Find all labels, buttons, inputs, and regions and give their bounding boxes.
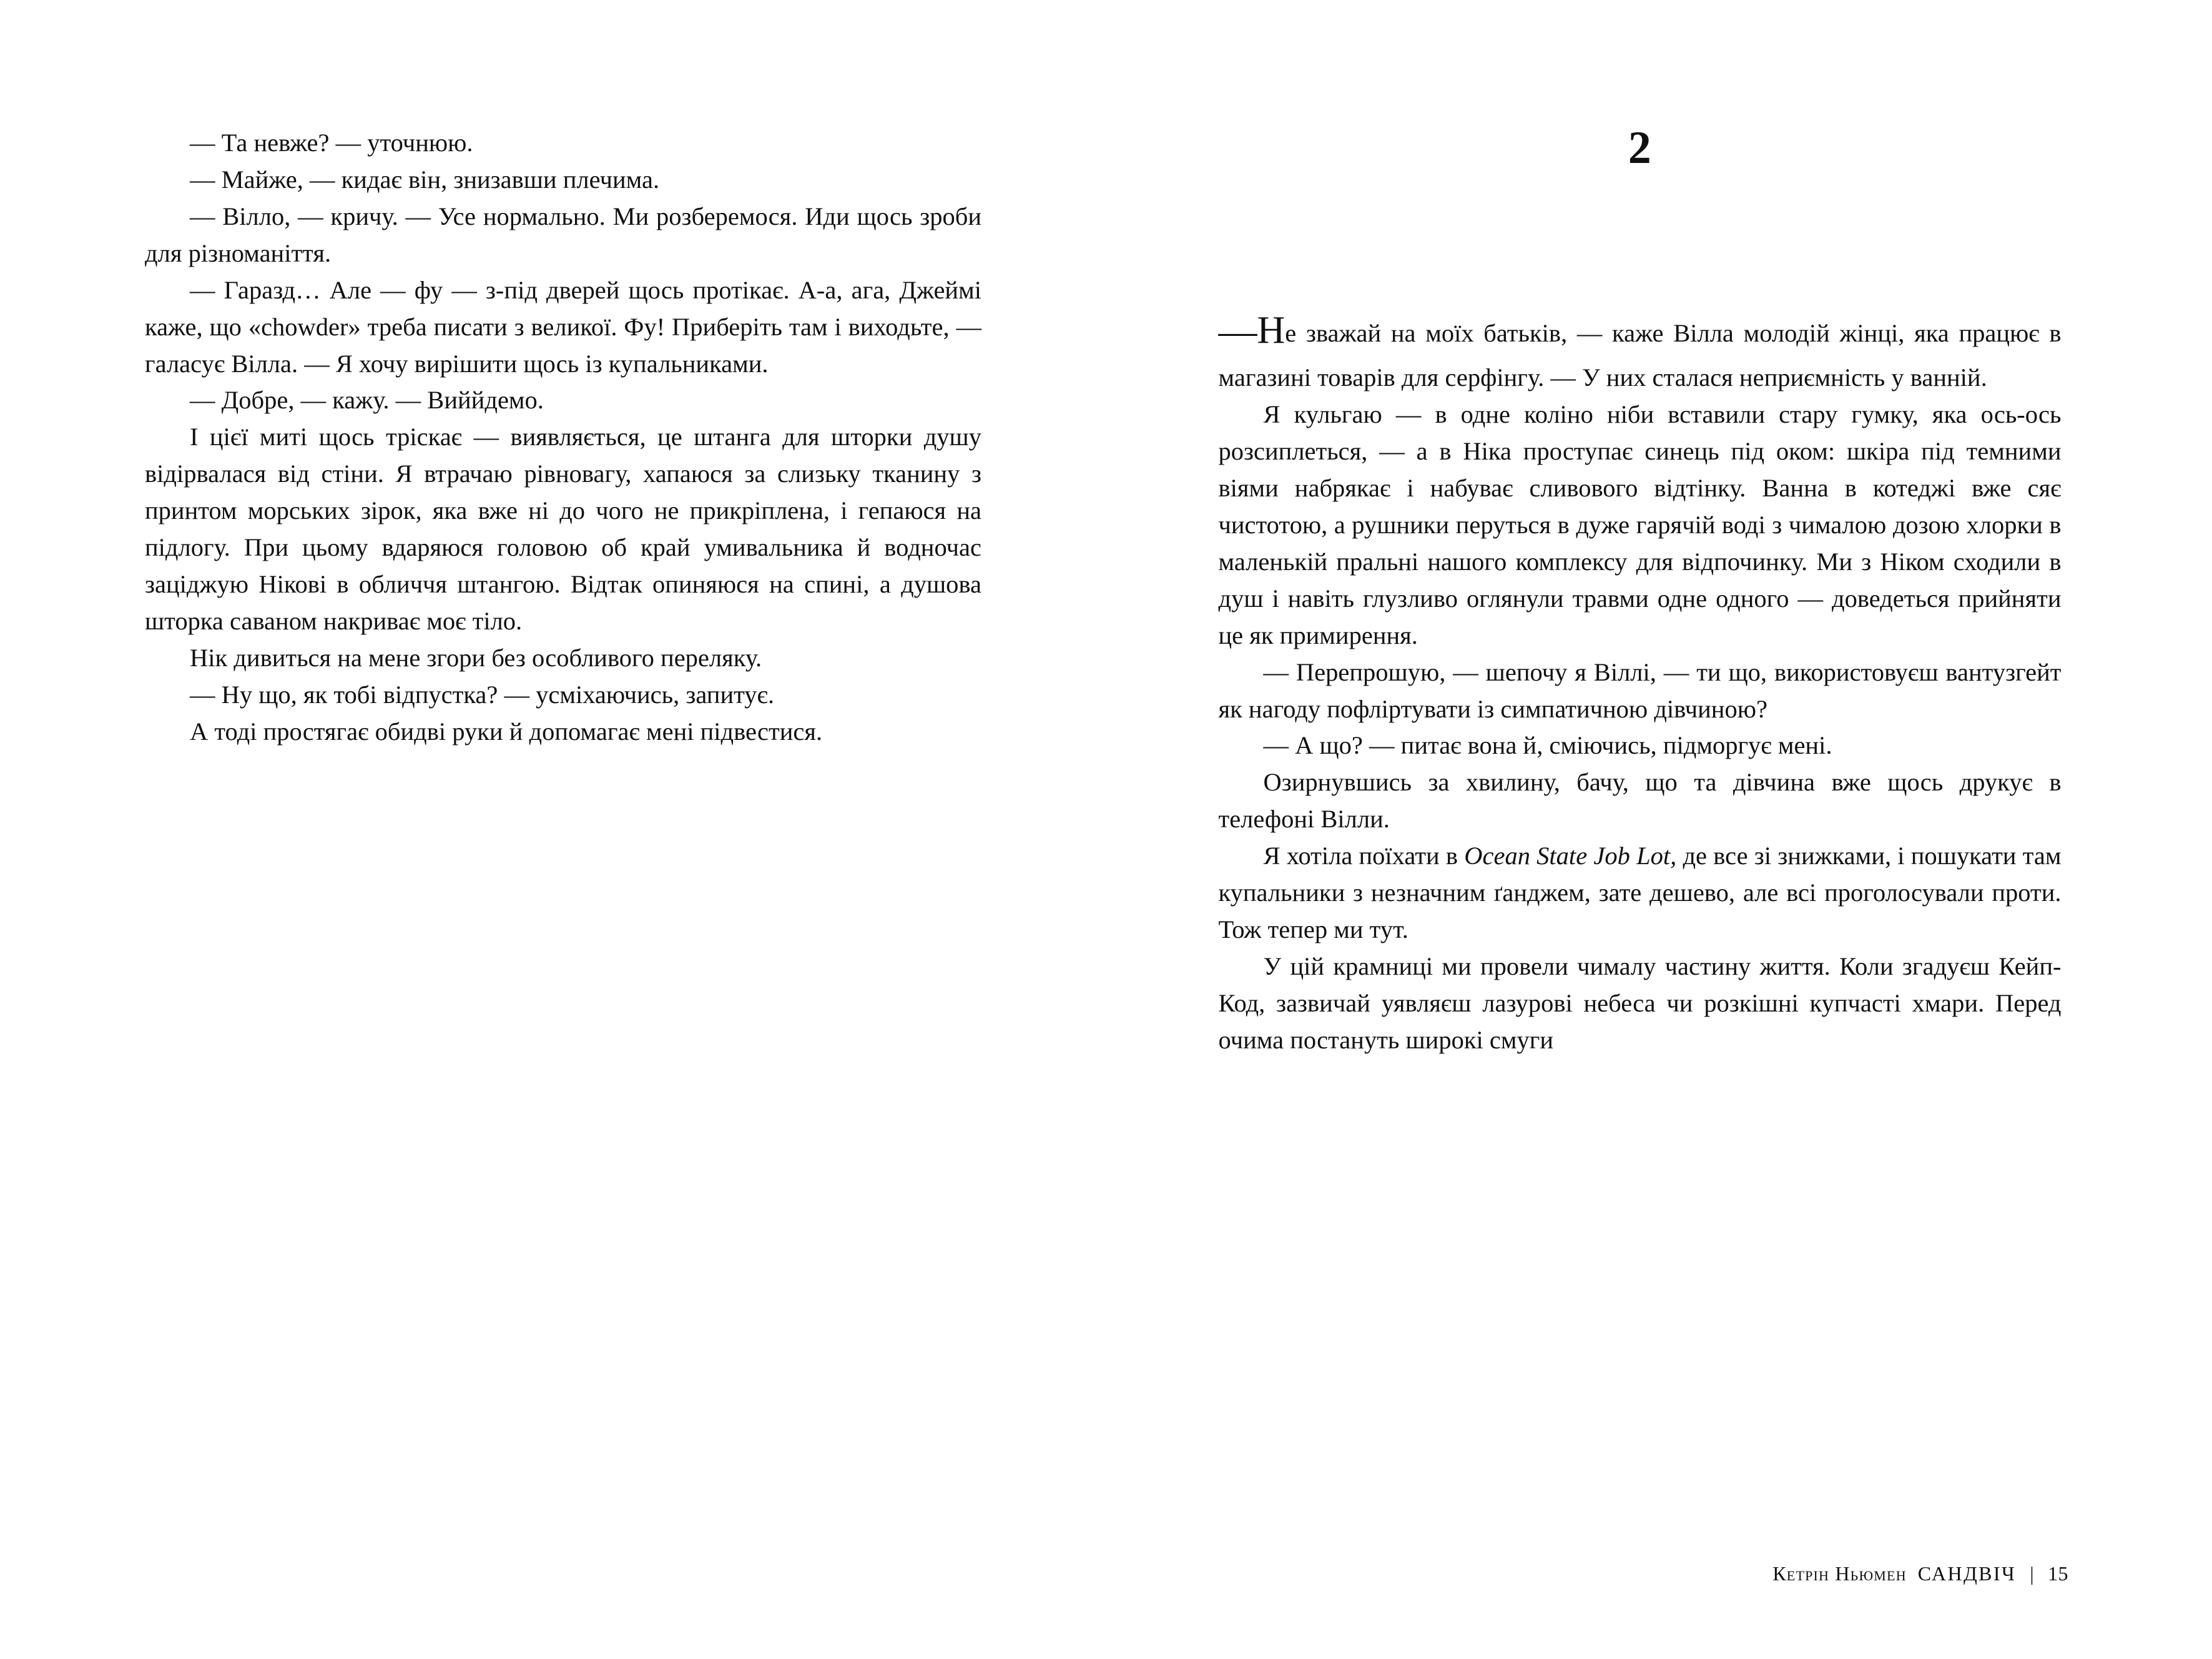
footer-title: САНДВІЧ: [1917, 1562, 2017, 1585]
paragraph: Озирнувшись за хвилину, бачу, що та дівчина вже щось друкує в телефоні Вілли.: [1218, 768, 2062, 834]
paragraph: А тоді простягає обидві руки й допомагає мені підвестися.: [190, 717, 823, 746]
page-right: [1106, 0, 2212, 1659]
paragraph: — Перепрошую, — шепочу я Віллі, — ти що, використовуєш вантузгейт як нагоду пофліртувати із симпатичною дівчиною?: [1218, 657, 2062, 723]
left-page-textblock: [145, 125, 981, 751]
paragraph: У цій крамниці ми провели чималу частину життя. Коли згадуєш Кейп-Код, зазвичай уявляєш лазурові небеса чи розкішні купчасті хмари. Перед очима постануть широкі смуги: [1218, 952, 2062, 1054]
text-before-store: Я хотіла поїхати в: [1263, 842, 1465, 870]
text-after-store: де все зі знижками, і пошукати там купальники з незначним ґанджем, зате дешево, але всі проголосували проти. Тож тепер ми тут.: [1218, 842, 2062, 944]
paragraph: — Та невже? — уточнюю.: [190, 129, 473, 157]
chapter-number: 2: [1628, 122, 1652, 174]
page-footer: [1772, 1562, 2068, 1585]
paragraph: Нік дивиться на мене згори без особливого переляку.: [190, 643, 762, 672]
footer-author: Кетрін Ньюмен: [1772, 1562, 1907, 1585]
paragraph: Я кульгаю — в одне коліно ніби вставили стару гумку, яка ось-ось розсиплеться, — а в Ніка проступає синець під оком: шкіра під темними віями набрякає і набуває сливового відтінку. Ванна в котеджі вже сяє чистотою, а рушники перуться в дуже гарячій воді з чималою дозою хлорки в маленькій пральні нашого комплексу для відпочинку. Ми з Ніком сходили в душ і навіть глузливо оглянули травми одне одного — доведеться прийняти це як примирення.: [1218, 400, 2062, 649]
paragraph: — Добре, — кажу. — Виййдемо.: [190, 386, 544, 415]
footer-page-number: 15: [2048, 1562, 2068, 1585]
opening-paragraph: [1219, 302, 2062, 396]
right-page-textblock: [1219, 302, 2062, 1059]
paragraph: І цієї миті щось тріскає — виявляється, це штанга для шторки душу відірвалася від стіни. Я втрачаю рівновагу, хапаюся за слизьку тканину з принтом морських зірок, яка вже ні до чого не прикріплена, і гепаюся на підлогу. При цьому вдаряюся головою об край умивальника й водночас заціджую Нікові в обличчя штангою. Відтак опиняюся на спині, а душова шторка саваном накриває моє тіло.: [145, 423, 981, 635]
opening-first-letter: Н: [1257, 309, 1285, 352]
paragraph: — Ну що, як тобі відпустка? — усміхаючись, запитує.: [190, 680, 775, 709]
footer-separator: |: [2030, 1562, 2034, 1585]
paragraph: — Вілло, — кричу. — Усе нормально. Ми розберемося. Иди щось зроби для різноманіття.: [145, 202, 981, 267]
opening-dash: —: [1218, 310, 1257, 353]
opening-rest: е зважай на моїх батьків, — каже Вілла молодій жінці, яка працює в магазині товарів для серфінгу. — У них сталася неприємність у ванній.: [1218, 319, 2062, 392]
store-name-italic: Ocean State Job Lot,: [1464, 842, 1677, 870]
paragraph: — Гаразд… Але — фу — з-під дверей щось протікає. А-а, ага, Джеймі каже, що «chowder» треба писати з великої. Фу! Приберіть там і виходьте, — галасує Вілла. — Я хочу вирішити щось із купальниками.: [145, 275, 981, 378]
paragraph-with-store-name: [1219, 838, 2062, 948]
paragraph: — Майже, — кидає він, знизавши плечима.: [190, 165, 660, 194]
paragraph: — А що? — питає вона й, сміючись, підморгує мені.: [1263, 731, 1832, 760]
